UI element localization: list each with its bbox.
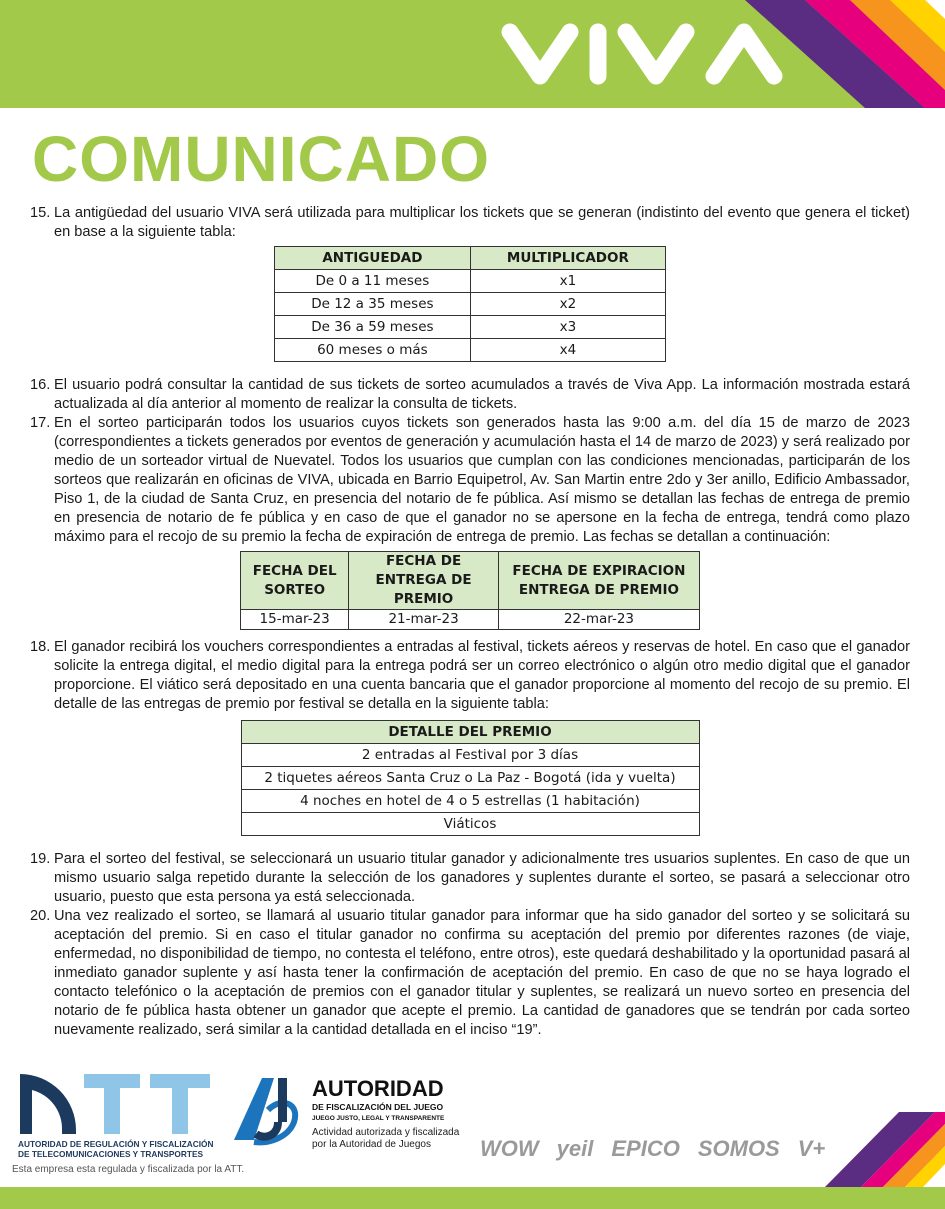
item-number: 16. (30, 377, 51, 393)
aj-tagline: JUEGO JUSTO, LEGAL Y TRANSPARENTE (312, 1115, 445, 1122)
fechas-table (240, 551, 700, 630)
list-item (30, 414, 910, 547)
table-row (275, 270, 666, 293)
brand-logos (480, 1136, 825, 1162)
aj-description-line: por la Autoridad de Juegos (312, 1139, 431, 1150)
table-row (241, 744, 699, 767)
table-header: DETALLE DEL PREMIO (241, 721, 699, 744)
item-text: El ganador recibirá los vouchers correspondientes a entradas al festival, tickets aéreos y reservas de hotel. En caso que el ganador solicite la entrega digital, el medio digital para la entrega podrá ser un correo electrónico o algún otro medio digital que el ganador proporcione. El viático será depositado en una cuenta bancaria que el ganador proporcione al momento del recojo de su premio. El detalle de las entregas de premio por festival se detalla en la siguiente tabla: (54, 639, 910, 712)
list-item (30, 376, 910, 414)
table-cell: De 36 a 59 meses (275, 316, 471, 339)
aj-description (312, 1127, 459, 1151)
table-header: FECHA DE EXPIRACION ENTREGA DE PREMIO (498, 552, 699, 610)
aj-logo (228, 1070, 308, 1150)
table-cell: 21-mar-23 (349, 610, 499, 630)
aj-subtitle: DE FISCALIZACIÓN DEL JUEGO (312, 1102, 444, 1112)
item-text: La antigüedad del usuario VIVA será utilizada para multiplicar los tickets que se generan (indistinto del evento que genera el ticket) en base a la siguiente tabla: (54, 205, 910, 240)
item-text: El usuario podrá consultar la cantidad de sus tickets de sorteo acumulados a través de Viva App. La información mostrada estará actualizada al día anterior al momento de realizar la consulta de tickets. (54, 377, 910, 412)
table-cell: 2 entradas al Festival por 3 días (241, 744, 699, 767)
viva-logo (498, 18, 798, 90)
table-header: FECHA DE ENTREGA DE PREMIO (349, 552, 499, 610)
somos-logo: SOMOS (697, 1136, 780, 1161)
premio-table (241, 720, 700, 836)
att-caption (18, 1139, 213, 1159)
att-caption-line: AUTORIDAD DE REGULACIÓN Y FISCALIZACIÓN (18, 1139, 214, 1149)
list-item (30, 638, 910, 714)
table-cell: Viáticos (241, 813, 699, 836)
footer-color-stripes (825, 1112, 945, 1187)
table-cell: De 0 a 11 meses (275, 270, 471, 293)
header-banner (0, 0, 945, 108)
table-row (275, 316, 666, 339)
table-row (275, 293, 666, 316)
item-text: Para el sorteo del festival, se seleccionará un usuario titular ganador y adicionalmente tres usuarios suplentes. En caso de que un mismo usuario salga repetido durante la selección de los ganadores y suplentes durante el sorteo, se pasará a seleccionar otro usuario, puesto que esta persona ya está seleccionada. (54, 851, 910, 905)
aj-description-line: Actividad autorizada y fiscalizada (312, 1127, 460, 1138)
item-number: 15. (30, 205, 51, 221)
table-header-row (275, 247, 666, 270)
footer-green-band (0, 1187, 945, 1209)
table-header-row (241, 552, 700, 610)
att-caption-line: DE TELECOMUNICACIONES Y TRANSPORTES (18, 1149, 204, 1159)
antiguedad-table (274, 246, 666, 362)
table-cell: x2 (470, 293, 665, 316)
regulation-disclaimer: Esta empresa esta regulada y fiscalizada por la ATT. (12, 1164, 245, 1175)
item-number: 17. (30, 415, 51, 431)
item-number: 20. (30, 908, 51, 924)
aj-title: AUTORIDAD (312, 1076, 444, 1101)
table-header: FECHA DEL SORTEO (241, 552, 349, 610)
table-row (275, 339, 666, 362)
table-header: MULTIPLICADOR (470, 247, 665, 270)
table-row (241, 813, 699, 836)
list-item (30, 204, 910, 242)
item-number: 18. (30, 639, 51, 655)
table-cell: 22-mar-23 (498, 610, 699, 630)
table-cell: x3 (470, 316, 665, 339)
page-title: COMUNICADO (32, 123, 490, 195)
table-header: ANTIGUEDAD (275, 247, 471, 270)
table-cell: x4 (470, 339, 665, 362)
table-cell: 15-mar-23 (241, 610, 349, 630)
table-cell: 4 noches en hotel de 4 o 5 estrellas (1 habitación) (241, 790, 699, 813)
document-body (30, 204, 910, 1040)
vplus-logo: V+ (797, 1136, 826, 1161)
epico-logo: EPICO (611, 1136, 680, 1161)
wow-logo: WOW (480, 1136, 539, 1161)
table-cell: De 12 a 35 meses (275, 293, 471, 316)
yeil-logo: yeil (556, 1136, 594, 1161)
table-header-row (241, 721, 699, 744)
table-cell: 60 meses o más (275, 339, 471, 362)
list-item (30, 907, 910, 1040)
table-cell: 2 tiquetes aéreos Santa Cruz o La Paz - Bogotá (ida y vuelta) (241, 767, 699, 790)
att-logo (18, 1070, 218, 1136)
table-row (241, 790, 699, 813)
item-text: En el sorteo participarán todos los usuarios cuyos tickets son generados hasta las 9:00 a.m. del día 15 de marzo de 2023 (correspondientes a tickets generados por eventos de generación y acumulación hasta el 14 de marzo de 2023) y será realizado por medio de un sorteador virtual de Nuevatel. Todos los usuarios que cumplan con las condiciones mencionadas, participarán de los sorteos que realizarán en oficinas de VIVA, ubicada en Barrio Equipetrol, Av. San Martin entre 2do y 3er anillo, Edificio Ambassador, Piso 1, de la ciudad de Santa Cruz, en presencia del notario de fe pública. Así mismo se detallan las fechas de entrega de premio en presencia de notario de fe pública y en caso de que el ganador no se apersone en la fecha de entrega, tendrá como plazo máximo para el recojo de su premio la fecha de expiración de entrega de premio. Las fechas se detallan a continuación: (54, 415, 910, 545)
table-row (241, 610, 700, 630)
item-number: 19. (30, 851, 51, 867)
list-item (30, 850, 910, 907)
table-cell: x1 (470, 270, 665, 293)
item-text: Una vez realizado el sorteo, se llamará al usuario titular ganador para informar que ha sido ganador del sorteo y se solicitará su aceptación del premio. Si en caso el titular ganador no confirma su aceptación del premio por diferentes razones (de viaje, enfermedad, no disponibilidad de tiempo, no contesta el teléfono, entre otros), este quedará deshabilitado y la oportunidad pasará al inmediato ganador suplente y así hasta tener la confirmación de aceptación del premio. En caso de que no se haya logrado el contacto telefónico o la aceptación de premios con el ganador titular y suplentes, se realizará un nuevo sorteo en presencia del notario de fe pública hasta obtener un ganador que acepte el premio. La cantidad de ganadores que se tendrán por cada sorteo nuevamente realizado, será similar a la cantidad detallada en el inciso “19”. (54, 908, 910, 1038)
table-row (241, 767, 699, 790)
